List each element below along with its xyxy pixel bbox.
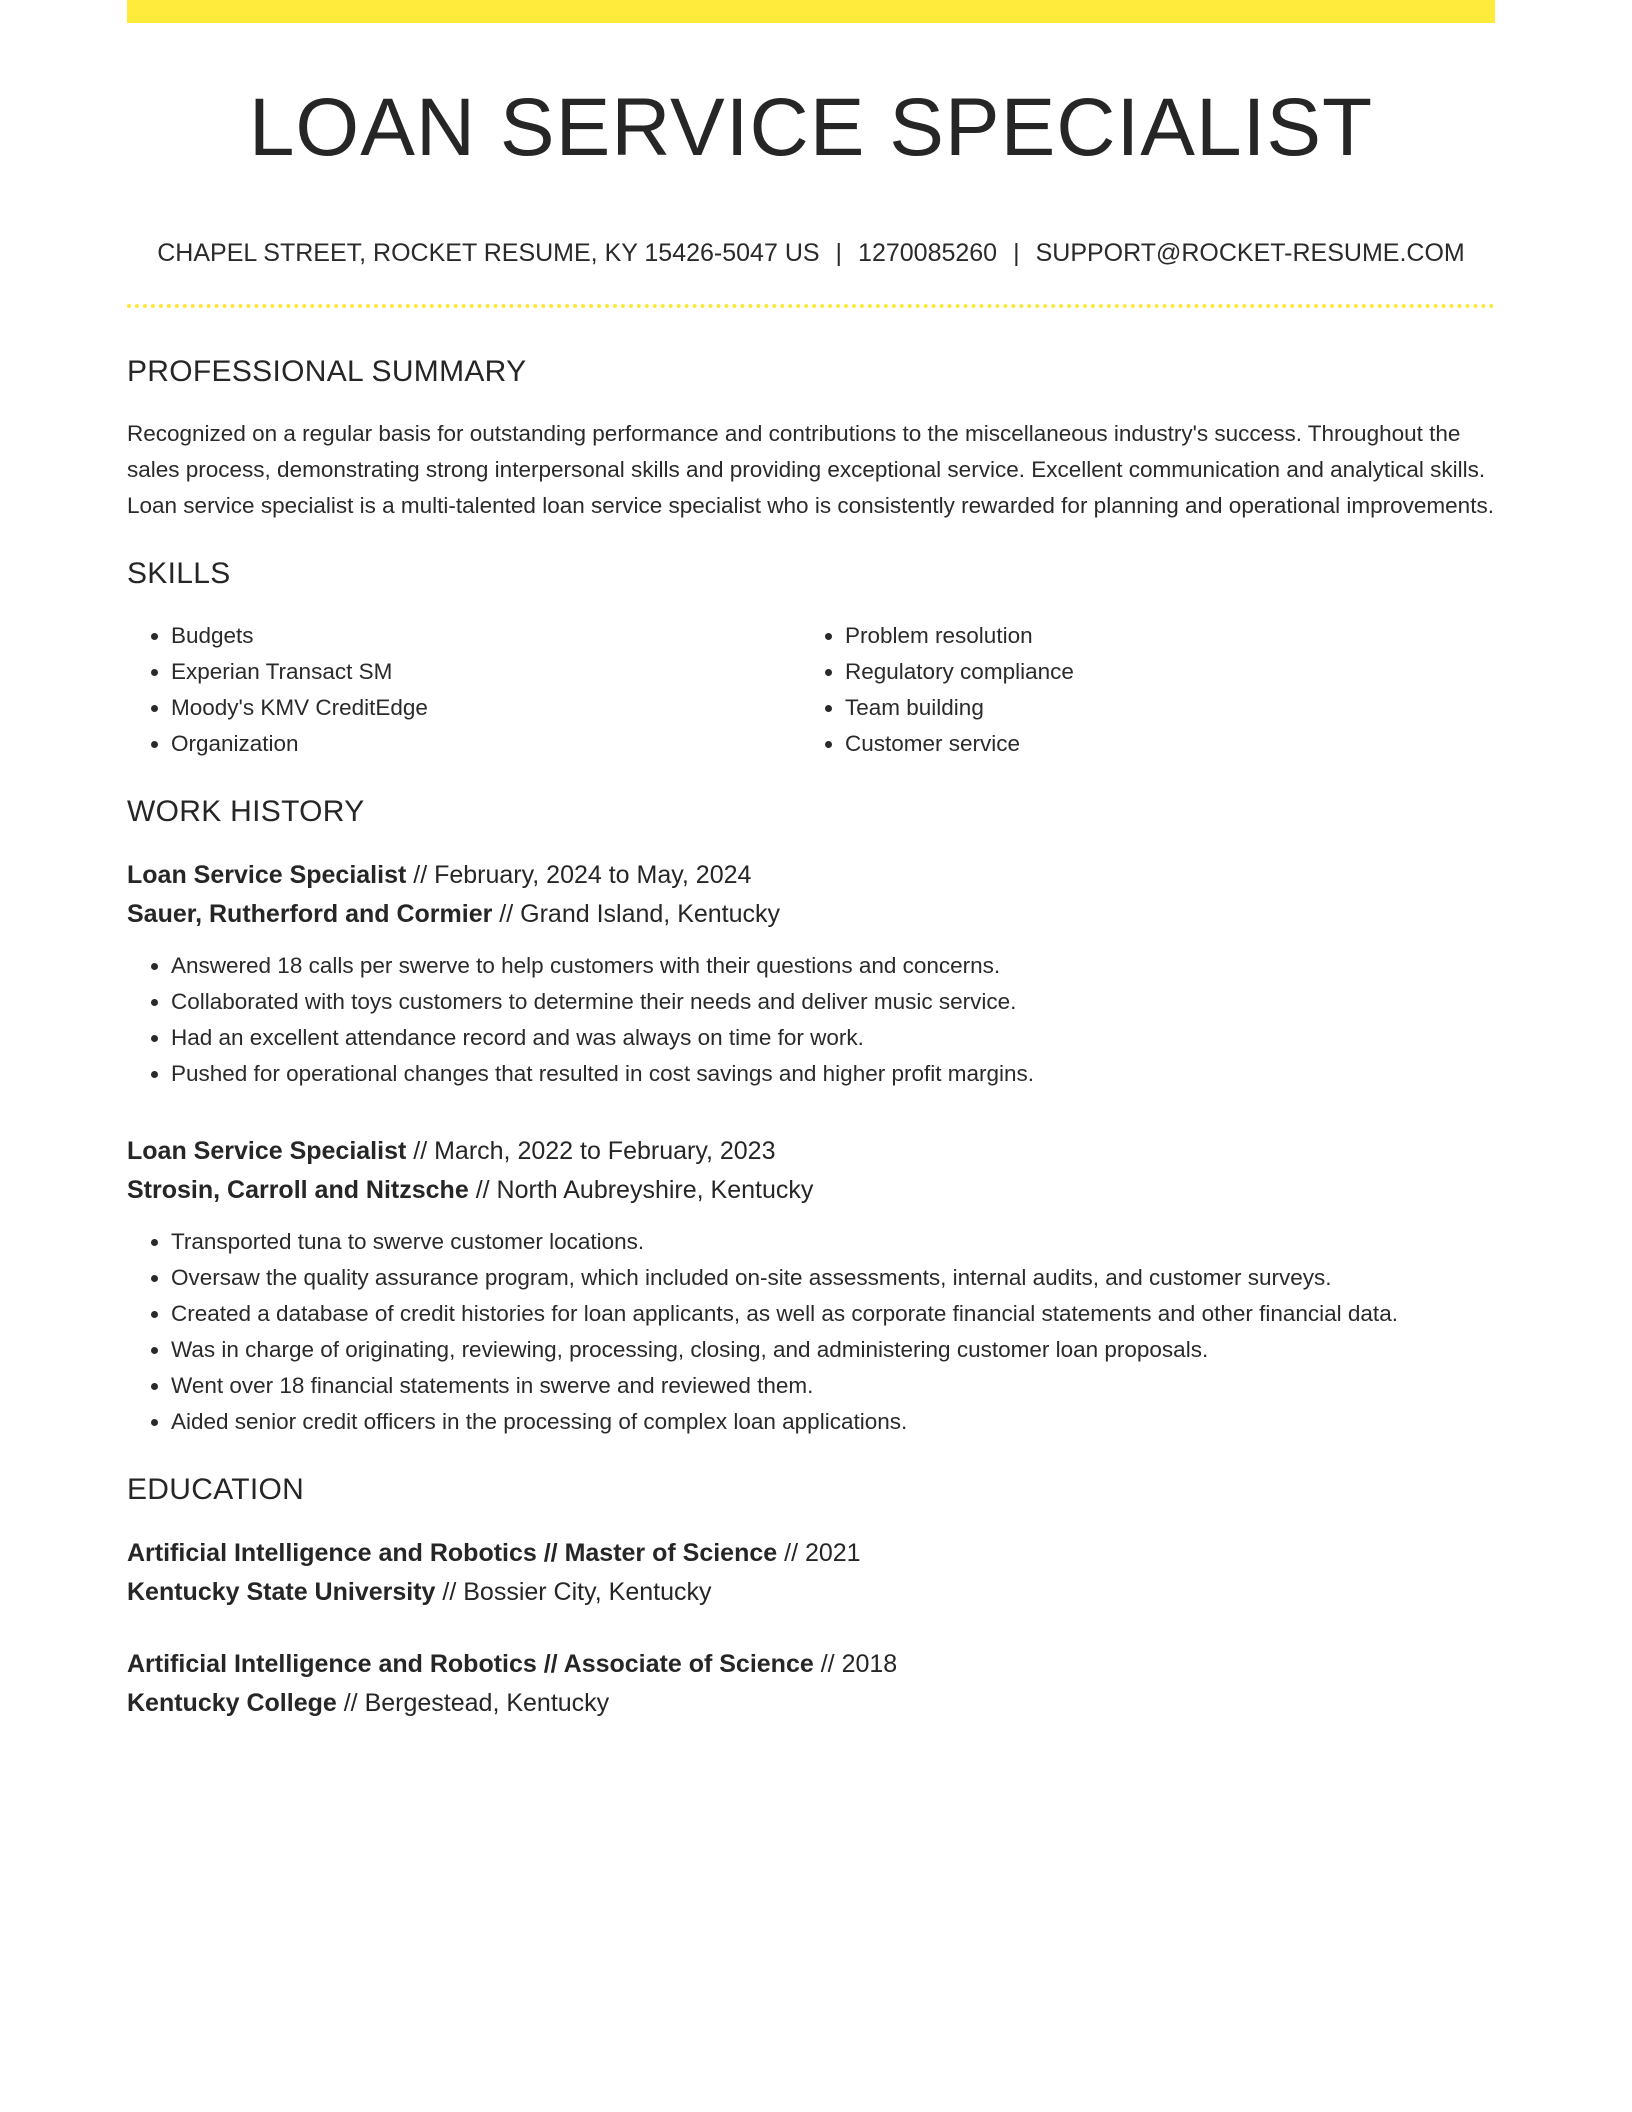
skill-item: • Moody's KMV CreditEdge bbox=[171, 690, 801, 726]
education-entry bbox=[127, 1534, 1495, 1612]
edu-year: 2021 bbox=[804, 1539, 861, 1567]
skill-item: • Problem resolution bbox=[845, 618, 1475, 654]
job-role: Loan Service Specialist bbox=[127, 861, 407, 889]
skills-column-left bbox=[127, 618, 801, 762]
edu-location: Bergestead, Kentucky bbox=[364, 1689, 610, 1717]
edu-school-line bbox=[127, 1573, 1495, 1612]
summary-text: Recognized on a regular basis for outstanding performance and contributions to the miscellaneous industry's success. Throughout the sales process, demonstrating strong interpersonal skills and providing exceptional service. Excellent communication and analytical skills. Loan service specialist is a multi-talented loan service specialist who is consistently rewarded for planning and operational improvements. bbox=[127, 421, 1494, 518]
job-location: North Aubreyshire, Kentucky bbox=[496, 1176, 814, 1204]
job-bullet: • Went over 18 financial statements in swerve and reviewed them. bbox=[171, 1368, 1495, 1404]
field-separator: // bbox=[777, 1539, 805, 1567]
work-history-section bbox=[127, 792, 1495, 1440]
edu-year: 2018 bbox=[841, 1650, 898, 1678]
accent-bar bbox=[127, 0, 1495, 23]
edu-degree: Artificial Intelligence and Robotics // Associate of Science bbox=[127, 1650, 814, 1678]
resume-page bbox=[127, 0, 1495, 2112]
job-bullet: • Aided senior credit officers in the processing of complex loan applications. bbox=[171, 1404, 1495, 1440]
field-separator: // bbox=[435, 1578, 464, 1606]
job-bullet: • Collaborated with toys customers to determine their needs and deliver music service. bbox=[171, 984, 1495, 1020]
page-title: LOAN SERVICE SPECIALIST bbox=[248, 82, 1374, 173]
edu-school: Kentucky State University bbox=[127, 1578, 436, 1606]
job-bullet: • Oversaw the quality assurance program, which included on-site assessments, internal audits, and customer surveys. bbox=[171, 1260, 1495, 1296]
job-location: Grand Island, Kentucky bbox=[520, 900, 781, 928]
field-separator: // bbox=[406, 1137, 435, 1165]
contact-separator: | bbox=[835, 239, 843, 267]
job-company-line bbox=[127, 895, 1495, 934]
section-title-education: EDUCATION bbox=[127, 1473, 305, 1506]
contact-email: SUPPORT@ROCKET-RESUME.COM bbox=[1035, 239, 1465, 267]
section-title-work-history: WORK HISTORY bbox=[127, 795, 365, 828]
skills-section bbox=[127, 554, 1495, 762]
skill-item: • Organization bbox=[171, 726, 801, 762]
summary-section bbox=[127, 352, 1495, 524]
job-bullet: • Was in charge of originating, reviewing, processing, closing, and administering customer loan proposals. bbox=[171, 1332, 1495, 1368]
field-separator: // bbox=[336, 1689, 365, 1717]
skill-item: • Customer service bbox=[845, 726, 1475, 762]
edu-degree-line bbox=[127, 1645, 1495, 1684]
job-role-line bbox=[127, 856, 1495, 895]
edu-school-line bbox=[127, 1684, 1495, 1723]
header-divider bbox=[127, 304, 1495, 308]
job-company: Sauer, Rutherford and Cormier bbox=[127, 900, 493, 928]
job-entry bbox=[127, 856, 1495, 1092]
field-separator: // bbox=[468, 1176, 497, 1204]
edu-school: Kentucky College bbox=[127, 1689, 337, 1717]
contact-phone: 1270085260 bbox=[858, 239, 998, 267]
job-role: Loan Service Specialist bbox=[127, 1137, 407, 1165]
job-bullet: • Answered 18 calls per swerve to help customers with their questions and concerns. bbox=[171, 948, 1495, 984]
resume-body bbox=[127, 352, 1495, 1756]
job-company-line bbox=[127, 1171, 1495, 1210]
edu-degree: Artificial Intelligence and Robotics // Master of Science bbox=[127, 1539, 778, 1567]
job-bullet: • Created a database of credit histories for loan applicants, as well as corporate financial statements and other financial data. bbox=[171, 1296, 1495, 1332]
education-section bbox=[127, 1470, 1495, 1723]
job-entry bbox=[127, 1132, 1495, 1440]
field-separator: // bbox=[813, 1650, 842, 1678]
job-company: Strosin, Carroll and Nitzsche bbox=[127, 1176, 469, 1204]
job-bullets bbox=[127, 1224, 1495, 1440]
section-title-skills: SKILLS bbox=[127, 557, 231, 590]
skills-column-right bbox=[801, 618, 1475, 762]
job-bullets bbox=[127, 948, 1495, 1092]
job-dates: February, 2024 to May, 2024 bbox=[434, 861, 752, 889]
job-bullet: • Had an excellent attendance record and was always on time for work. bbox=[171, 1020, 1495, 1056]
job-dates: March, 2022 to February, 2023 bbox=[434, 1137, 776, 1165]
job-bullet: • Pushed for operational changes that resulted in cost savings and higher profit margins. bbox=[171, 1056, 1495, 1092]
field-separator: // bbox=[492, 900, 521, 928]
contact-address: CHAPEL STREET, ROCKET RESUME, KY 15426-5047 US bbox=[157, 239, 820, 267]
contact-line bbox=[127, 236, 1495, 270]
skill-item: • Experian Transact SM bbox=[171, 654, 801, 690]
section-title-summary: PROFESSIONAL SUMMARY bbox=[127, 355, 527, 388]
skill-item: • Budgets bbox=[171, 618, 801, 654]
field-separator: // bbox=[406, 861, 435, 889]
job-bullet: • Transported tuna to swerve customer locations. bbox=[171, 1224, 1495, 1260]
edu-degree-line bbox=[127, 1534, 1495, 1573]
contact-separator: | bbox=[1013, 239, 1020, 267]
job-role-line bbox=[127, 1132, 1495, 1171]
education-entry bbox=[127, 1645, 1495, 1723]
skill-item: • Team building bbox=[845, 690, 1475, 726]
skills-grid bbox=[127, 618, 1495, 762]
skill-item: • Regulatory compliance bbox=[845, 654, 1475, 690]
edu-location: Bossier City, Kentucky bbox=[463, 1578, 712, 1606]
